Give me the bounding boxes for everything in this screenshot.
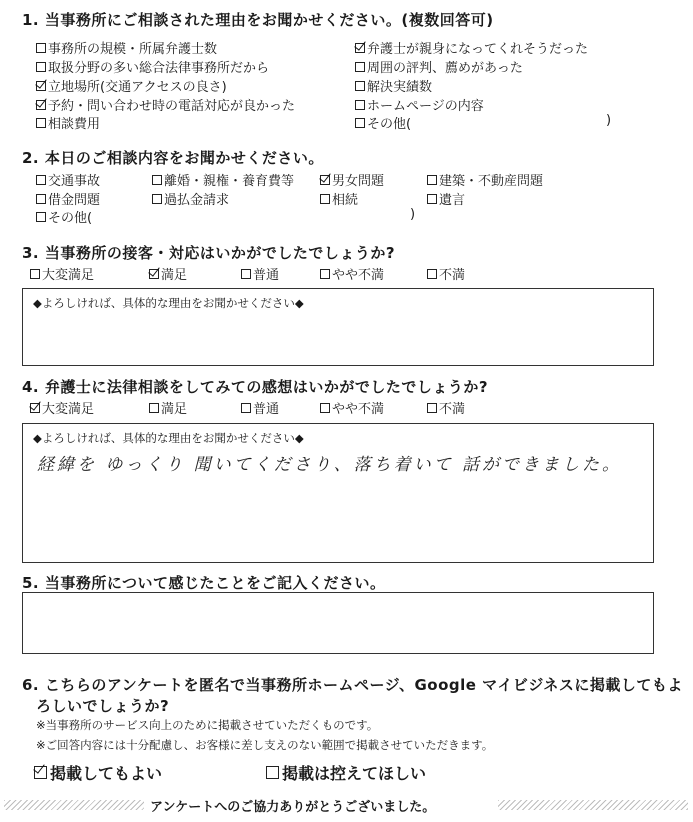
checkbox[interactable]	[36, 43, 46, 53]
checkbox[interactable]	[320, 403, 330, 413]
q1-option-track-record[interactable]	[355, 76, 432, 95]
option-label: 取扱分野の多い総合法律事務所だから	[48, 61, 270, 76]
q2-option-debt[interactable]	[36, 189, 100, 208]
option-label: 周囲の評判、薦めがあった	[367, 61, 523, 76]
checkbox[interactable]	[427, 403, 437, 413]
option-label: 不満	[439, 402, 466, 417]
option-label: 男女問題	[332, 174, 385, 189]
option-label: その他(	[48, 211, 93, 226]
checkbox-checked[interactable]	[149, 269, 159, 279]
checkbox-checked[interactable]	[320, 175, 330, 185]
checkbox[interactable]	[241, 403, 251, 413]
q1-option-caring[interactable]	[355, 38, 588, 57]
q1-option-location[interactable]	[36, 76, 227, 95]
q2-option-divorce[interactable]	[152, 170, 294, 189]
q5-comment-box[interactable]	[22, 592, 654, 654]
q3-title: 3. 当事務所の接客・対応はいかがでしたでしょうか?	[22, 244, 396, 262]
option-label: 相談費用	[48, 117, 101, 132]
option-label: 過払金請求	[164, 193, 230, 208]
option-label: 大変満足	[42, 268, 95, 283]
q1-option-homepage[interactable]	[355, 95, 484, 114]
option-label: ホームページの内容	[367, 99, 484, 114]
q4-option-dissatisfied[interactable]	[427, 398, 465, 417]
q2-option-will[interactable]	[427, 189, 465, 208]
option-label: 満足	[161, 402, 188, 417]
q2-option-inheritance[interactable]	[320, 189, 358, 208]
q4-title: 4. 弁護士に法律相談をしてみての感想はいかがでしたでしょうか?	[22, 378, 489, 396]
option-label: 借金問題	[48, 193, 101, 208]
option-label: 普通	[253, 268, 280, 283]
option-label: 遺言	[439, 193, 466, 208]
q4-option-satisfied[interactable]	[149, 398, 187, 417]
option-label: やや不満	[332, 402, 385, 417]
q1-option-other[interactable]	[355, 113, 411, 132]
option-label: 予約・問い合わせ時の電話対応が良かった	[48, 99, 296, 114]
q4-reason-label: ◆よろしければ、具体的な理由をお聞かせください◆	[33, 431, 304, 445]
checkbox[interactable]	[266, 766, 279, 779]
checkbox[interactable]	[36, 212, 46, 222]
q4-reason-box[interactable]	[22, 423, 654, 563]
q3-reason-box[interactable]	[22, 288, 654, 366]
option-label: 満足	[161, 268, 188, 283]
q3-option-satisfied[interactable]	[149, 264, 187, 283]
option-label: 解決実績数	[367, 80, 433, 95]
checkbox[interactable]	[36, 62, 46, 72]
checkbox-checked[interactable]	[30, 403, 40, 413]
checkbox-checked[interactable]	[36, 100, 46, 110]
q1-other-close: )	[606, 113, 612, 128]
checkbox[interactable]	[355, 62, 365, 72]
q1-option-general-firm[interactable]	[36, 57, 269, 76]
checkbox[interactable]	[355, 118, 365, 128]
checkbox[interactable]	[36, 118, 46, 128]
option-label: 交通事故	[48, 174, 101, 189]
option-label: 立地場所(交通アクセスの良さ)	[48, 80, 227, 95]
footer-hatch-left	[4, 800, 144, 810]
option-label: 建築・不動産問題	[439, 174, 544, 189]
q6-title-line2: ろしいでしょうか?	[36, 697, 170, 715]
q6-note-2: ※ご回答内容には十分配慮し、お客様に差し支えのない範囲で掲載させていただきます。	[36, 738, 494, 752]
checkbox-checked[interactable]	[355, 43, 365, 53]
q2-option-traffic[interactable]	[36, 170, 100, 189]
checkbox[interactable]	[36, 194, 46, 204]
q5-title: 5. 当事務所について感じたことをご記入ください。	[22, 574, 386, 592]
option-label: 普通	[253, 402, 280, 417]
footer-hatch-right	[498, 800, 688, 810]
option-label: 掲載してもよい	[50, 764, 163, 783]
option-label: 離婚・親権・養育費等	[164, 174, 295, 189]
q2-option-relationship[interactable]	[320, 170, 384, 189]
option-label: 相続	[332, 193, 359, 208]
q4-option-neutral[interactable]	[241, 398, 279, 417]
footer-thanks: アンケートへのご協力ありがとうございました。	[150, 800, 436, 815]
q1-title: 1. 当事務所にご相談された理由をお聞かせください。(複数回答可)	[22, 11, 494, 29]
checkbox[interactable]	[320, 194, 330, 204]
option-label: 大変満足	[42, 402, 95, 417]
checkbox-checked[interactable]	[36, 81, 46, 91]
q1-option-phone[interactable]	[36, 95, 295, 114]
q3-reason-label: ◆よろしければ、具体的な理由をお聞かせください◆	[33, 296, 304, 310]
q6-note-1: ※当事務所のサービス向上のために掲載させていただくものです。	[36, 718, 379, 732]
q3-option-neutral[interactable]	[241, 264, 279, 283]
checkbox[interactable]	[152, 175, 162, 185]
q6-option-allow[interactable]	[34, 761, 162, 784]
q6-option-decline[interactable]	[266, 761, 426, 784]
q3-option-very-satisfied[interactable]	[30, 264, 94, 283]
q2-option-overpayment[interactable]	[152, 189, 229, 208]
checkbox[interactable]	[152, 194, 162, 204]
q3-option-dissatisfied[interactable]	[427, 264, 465, 283]
q1-option-reputation[interactable]	[355, 57, 523, 76]
checkbox[interactable]	[355, 100, 365, 110]
checkbox[interactable]	[427, 269, 437, 279]
q3-option-somewhat-dissatisfied[interactable]	[320, 264, 384, 283]
option-label: その他(	[367, 117, 412, 132]
option-label: 掲載は控えてほしい	[282, 764, 427, 783]
q2-title: 2. 本日のご相談内容をお聞かせください。	[22, 149, 324, 167]
q2-other-close: )	[410, 207, 416, 222]
q6-title-line1: 6. こちらのアンケートを匿名で当事務所ホームページ、Google マイビジネスに掲載してもよ	[22, 676, 683, 694]
option-label: 不満	[439, 268, 466, 283]
checkbox-checked[interactable]	[34, 766, 47, 779]
q1-option-scale[interactable]	[36, 38, 217, 57]
option-label: 弁護士が親身になってくれそうだった	[367, 42, 589, 57]
checkbox[interactable]	[320, 269, 330, 279]
q2-option-other[interactable]	[36, 207, 92, 226]
checkbox[interactable]	[36, 175, 46, 185]
checkbox[interactable]	[149, 403, 159, 413]
option-label: やや不満	[332, 268, 385, 283]
option-label: 事務所の規模・所属弁護士数	[48, 42, 218, 57]
checkbox[interactable]	[355, 81, 365, 91]
q4-option-very-satisfied[interactable]	[30, 398, 94, 417]
checkbox[interactable]	[241, 269, 251, 279]
q4-reason-handwriting: 経緯を ゆっくり 聞いてくださり、落ち着いて 話ができました。	[37, 455, 623, 475]
q1-option-fee[interactable]	[36, 113, 100, 132]
checkbox[interactable]	[30, 269, 40, 279]
checkbox[interactable]	[427, 194, 437, 204]
q4-option-somewhat-dissatisfied[interactable]	[320, 398, 384, 417]
q2-option-real-estate[interactable]	[427, 170, 543, 189]
checkbox[interactable]	[427, 175, 437, 185]
